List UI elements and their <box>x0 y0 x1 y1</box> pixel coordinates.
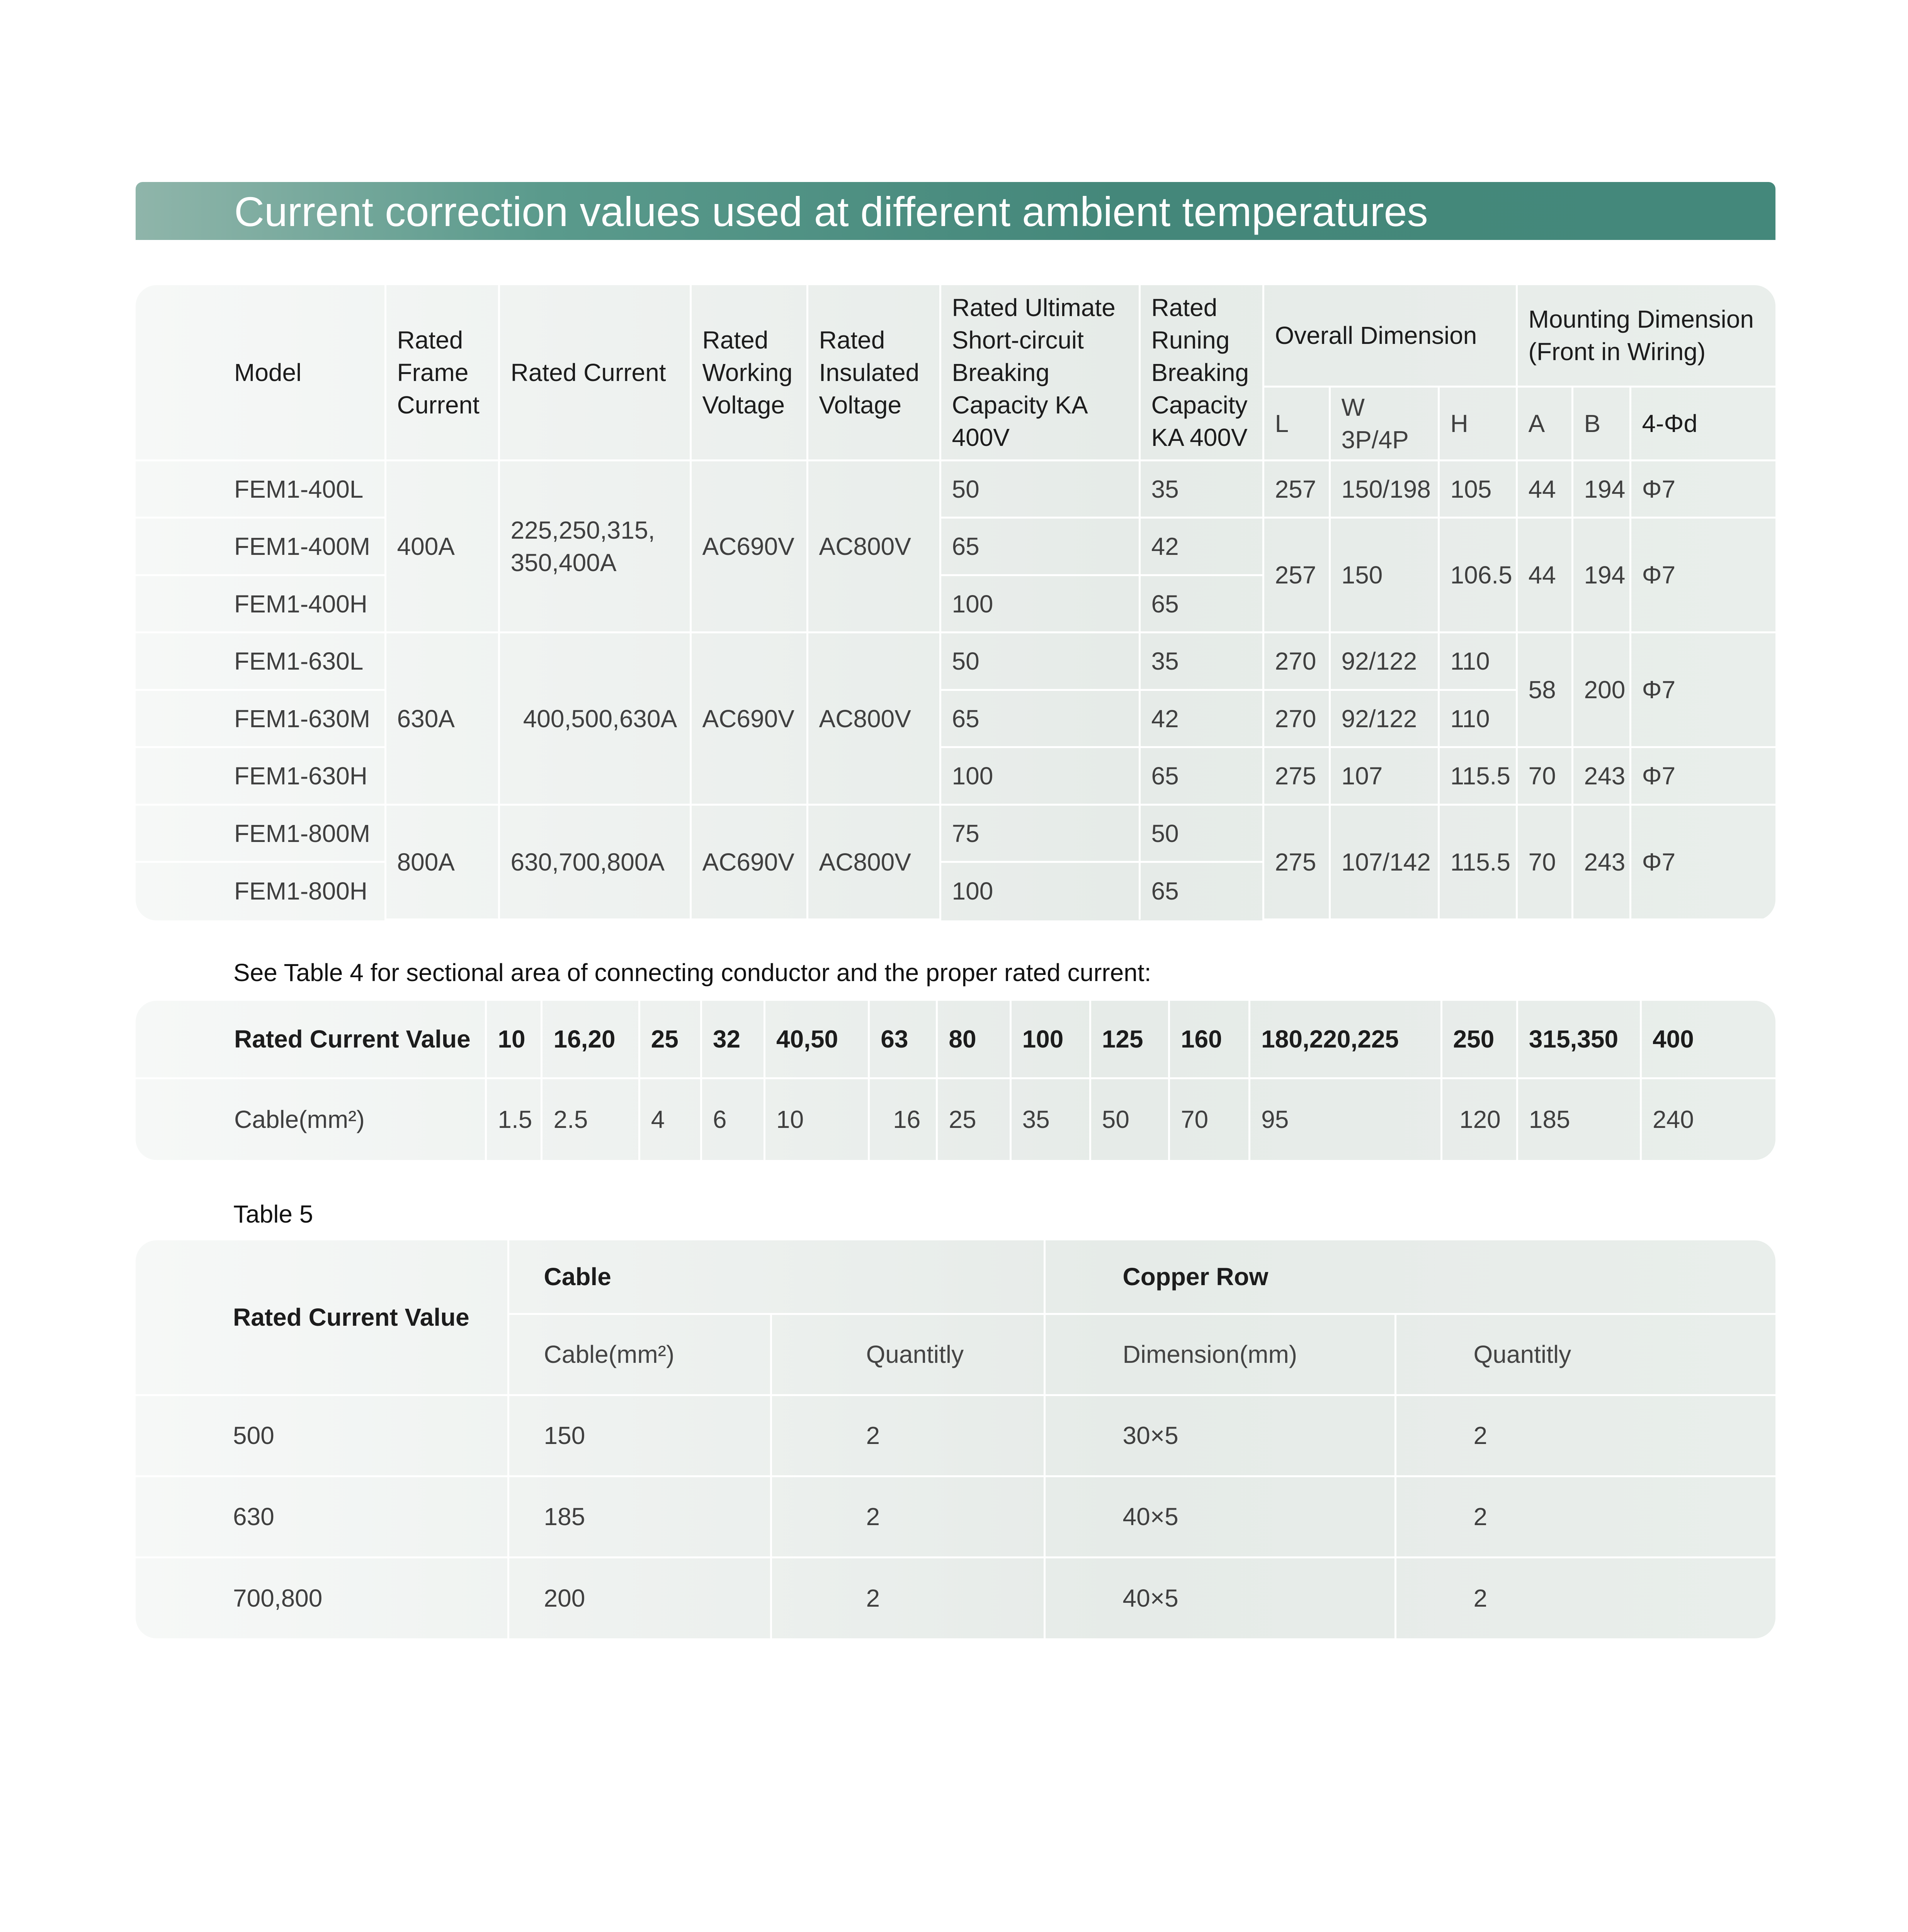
rated-current-label: Rated Current Value <box>136 1001 486 1078</box>
current-cell: 125 <box>1090 1001 1169 1078</box>
ultimate-capacity-cell: 65 <box>940 690 1139 747</box>
cable-cell: 35 <box>1010 1078 1090 1160</box>
dim-H-cell: 110 <box>1439 633 1517 690</box>
dim-B-cell: 243 <box>1572 747 1630 804</box>
table5-subheader-dimension: Dimension(mm) <box>1044 1314 1395 1395</box>
dim-W-cell: 107/142 <box>1330 804 1439 919</box>
table5-cable-quantity-cell: 2 <box>771 1476 1044 1557</box>
dim-W-cell: 92/122 <box>1330 690 1439 747</box>
insulated-voltage-cell: AC800V <box>807 804 940 919</box>
model-cell: FEM1-800H <box>136 862 385 920</box>
rated-current-cell: 225,250,315, 350,400A <box>499 461 690 633</box>
dim-d-cell: Φ7 <box>1630 633 1775 747</box>
insulated-voltage-cell: AC800V <box>807 461 940 633</box>
ultimate-capacity-cell: 100 <box>940 747 1139 804</box>
dim-W-cell: 92/122 <box>1330 633 1439 690</box>
table5-subheader-cable-quantity: Quantitly <box>771 1314 1044 1395</box>
header-A: A <box>1517 387 1572 461</box>
model-cell: FEM1-800M <box>136 804 385 862</box>
running-capacity-cell: 65 <box>1139 747 1263 804</box>
dim-d-cell: Φ7 <box>1630 461 1775 518</box>
dim-L-cell: 257 <box>1263 518 1330 633</box>
cable-size-table <box>136 1001 1775 1160</box>
running-capacity-cell: 35 <box>1139 461 1263 518</box>
running-capacity-cell: 65 <box>1139 862 1263 920</box>
dim-L-cell: 270 <box>1263 633 1330 690</box>
header-mounting-dimension: Mounting Dimension (Front in Wiring) <box>1517 285 1775 387</box>
dim-A-cell: 70 <box>1517 804 1572 919</box>
current-cell: 160 <box>1169 1001 1249 1078</box>
dim-H-cell: 115.5 <box>1439 747 1517 804</box>
rated-current-cell: 630,700,800A <box>499 804 690 919</box>
model-cell: FEM1-630L <box>136 633 385 690</box>
table5-cable-quantity-cell: 2 <box>771 1557 1044 1638</box>
cable-cell: 10 <box>764 1078 869 1160</box>
cable-cell: 2.5 <box>542 1078 639 1160</box>
insulated-voltage-cell: AC800V <box>807 633 940 804</box>
model-cell: FEM1-630H <box>136 747 385 804</box>
dim-B-cell: 200 <box>1572 633 1630 747</box>
dim-W-cell: 150/198 <box>1330 461 1439 518</box>
running-capacity-cell: 42 <box>1139 690 1263 747</box>
table5-cable-header: Cable <box>508 1240 1044 1314</box>
cable-label: Cable(mm²) <box>136 1078 486 1160</box>
section-title-bar <box>136 182 1775 240</box>
dim-d-cell: Φ7 <box>1630 804 1775 919</box>
cable-cell: 16 <box>869 1078 937 1160</box>
frame-current-cell: 800A <box>385 804 499 919</box>
header-insulated-voltage: Rated Insulated Voltage <box>807 285 940 461</box>
cable-cell: 25 <box>937 1078 1010 1160</box>
cable-cell: 185 <box>1517 1078 1641 1160</box>
cable-row <box>136 1078 1775 1160</box>
spec-table <box>136 285 1775 920</box>
frame-current-cell: 630A <box>385 633 499 804</box>
current-cell: 400 <box>1641 1001 1775 1078</box>
dim-A-cell: 44 <box>1517 518 1572 633</box>
table5-subheader-copper-quantity: Quantitly <box>1395 1314 1775 1395</box>
table5-dimension-cell: 40×5 <box>1044 1557 1395 1638</box>
table5-dimension-cell: 30×5 <box>1044 1395 1395 1476</box>
ultimate-capacity-cell: 100 <box>940 575 1139 632</box>
running-capacity-cell: 42 <box>1139 518 1263 575</box>
table5-cable-size-cell: 150 <box>508 1395 771 1476</box>
running-capacity-cell: 35 <box>1139 633 1263 690</box>
dim-A-cell: 70 <box>1517 747 1572 804</box>
current-cell: 16,20 <box>542 1001 639 1078</box>
section-title: Current correction values used at different ambient temperatures <box>234 188 1428 235</box>
working-voltage-cell: AC690V <box>690 804 807 919</box>
header-H: H <box>1439 387 1517 461</box>
dim-W-cell: 150 <box>1330 518 1439 633</box>
header-frame-current: Rated Frame Current <box>385 285 499 461</box>
model-cell: FEM1-630M <box>136 690 385 747</box>
table5-copper-quantity-cell: 2 <box>1395 1557 1775 1638</box>
table5-copper-quantity-cell: 2 <box>1395 1476 1775 1557</box>
cable-cell: 1.5 <box>486 1078 542 1160</box>
model-cell: FEM1-400M <box>136 518 385 575</box>
ultimate-capacity-cell: 65 <box>940 518 1139 575</box>
cable-cell: 50 <box>1090 1078 1169 1160</box>
header-rated-current: Rated Current <box>499 285 690 461</box>
dim-B-cell: 243 <box>1572 804 1630 919</box>
dim-L-cell: 257 <box>1263 461 1330 518</box>
cable-cell: 4 <box>639 1078 701 1160</box>
dim-H-cell: 106.5 <box>1439 518 1517 633</box>
header-working-voltage: Rated Working Voltage <box>690 285 807 461</box>
table-row <box>136 1476 1775 1557</box>
dim-L-cell: 270 <box>1263 690 1330 747</box>
table5-rated-current-cell: 700,800 <box>136 1557 508 1638</box>
current-cell: 100 <box>1010 1001 1090 1078</box>
running-capacity-cell: 50 <box>1139 804 1263 862</box>
dim-d-cell: Φ7 <box>1630 518 1775 633</box>
dim-L-cell: 275 <box>1263 747 1330 804</box>
working-voltage-cell: AC690V <box>690 461 807 633</box>
header-hole-d: 4-Φd <box>1630 387 1775 461</box>
table5-rated-current-header: Rated Current Value <box>136 1240 508 1395</box>
table5-label: Table 5 <box>233 1200 313 1228</box>
table-row <box>136 1395 1775 1476</box>
header-B: B <box>1572 387 1630 461</box>
current-cell: 180,220,225 <box>1250 1001 1441 1078</box>
table5-cable-size-cell: 185 <box>508 1476 771 1557</box>
model-cell: FEM1-400L <box>136 461 385 518</box>
dim-H-cell: 105 <box>1439 461 1517 518</box>
current-cell: 10 <box>486 1001 542 1078</box>
cable-cell: 6 <box>701 1078 764 1160</box>
current-cell: 25 <box>639 1001 701 1078</box>
table5-rated-current-cell: 500 <box>136 1395 508 1476</box>
cable-cell: 240 <box>1641 1078 1775 1160</box>
table5-copper-row-header: Copper Row <box>1044 1240 1775 1314</box>
dim-B-cell: 194 <box>1572 518 1630 633</box>
dim-A-cell: 58 <box>1517 633 1572 747</box>
rated-current-cell: 400,500,630A <box>499 633 690 804</box>
table5-dimension-cell: 40×5 <box>1044 1476 1395 1557</box>
table-row <box>136 1557 1775 1638</box>
dim-W-cell: 107 <box>1330 747 1439 804</box>
header-overall-dimension: Overall Dimension <box>1263 285 1517 387</box>
dim-B-cell: 194 <box>1572 461 1630 518</box>
current-cell: 40,50 <box>764 1001 869 1078</box>
current-cell: 63 <box>869 1001 937 1078</box>
table5-rated-current-cell: 630 <box>136 1476 508 1557</box>
current-cell: 32 <box>701 1001 764 1078</box>
ultimate-capacity-cell: 50 <box>940 461 1139 518</box>
current-cell: 80 <box>937 1001 1010 1078</box>
header-running-capacity: Rated Runing Breaking Capacity KA 400V <box>1139 285 1263 461</box>
cable-cell: 70 <box>1169 1078 1249 1160</box>
dim-A-cell: 44 <box>1517 461 1572 518</box>
cable-cell: 95 <box>1250 1078 1441 1160</box>
dim-L-cell: 275 <box>1263 804 1330 919</box>
header-W: W 3P/4P <box>1330 387 1439 461</box>
table5 <box>136 1240 1775 1638</box>
current-cell: 315,350 <box>1517 1001 1641 1078</box>
ultimate-capacity-cell: 100 <box>940 862 1139 920</box>
table5-copper-quantity-cell: 2 <box>1395 1395 1775 1476</box>
header-L: L <box>1263 387 1330 461</box>
table5-subheader-cable-size: Cable(mm²) <box>508 1314 771 1395</box>
frame-current-cell: 400A <box>385 461 499 633</box>
model-cell: FEM1-400H <box>136 575 385 632</box>
cable-cell: 120 <box>1441 1078 1517 1160</box>
ultimate-capacity-cell: 50 <box>940 633 1139 690</box>
dim-d-cell: Φ7 <box>1630 747 1775 804</box>
running-capacity-cell: 65 <box>1139 575 1263 632</box>
header-ultimate-capacity: Rated Ultimate Short-circuit Breaking Capacity KA 400V <box>940 285 1139 461</box>
table5-cable-quantity-cell: 2 <box>771 1395 1044 1476</box>
ultimate-capacity-cell: 75 <box>940 804 1139 862</box>
current-cell: 250 <box>1441 1001 1517 1078</box>
dim-H-cell: 115.5 <box>1439 804 1517 919</box>
table5-cable-size-cell: 200 <box>508 1557 771 1638</box>
working-voltage-cell: AC690V <box>690 633 807 804</box>
table4-note: See Table 4 for sectional area of connecting conductor and the proper rated current: <box>233 959 1151 986</box>
rated-current-row <box>136 1001 1775 1078</box>
header-model: Model <box>136 285 385 461</box>
dim-H-cell: 110 <box>1439 690 1517 747</box>
